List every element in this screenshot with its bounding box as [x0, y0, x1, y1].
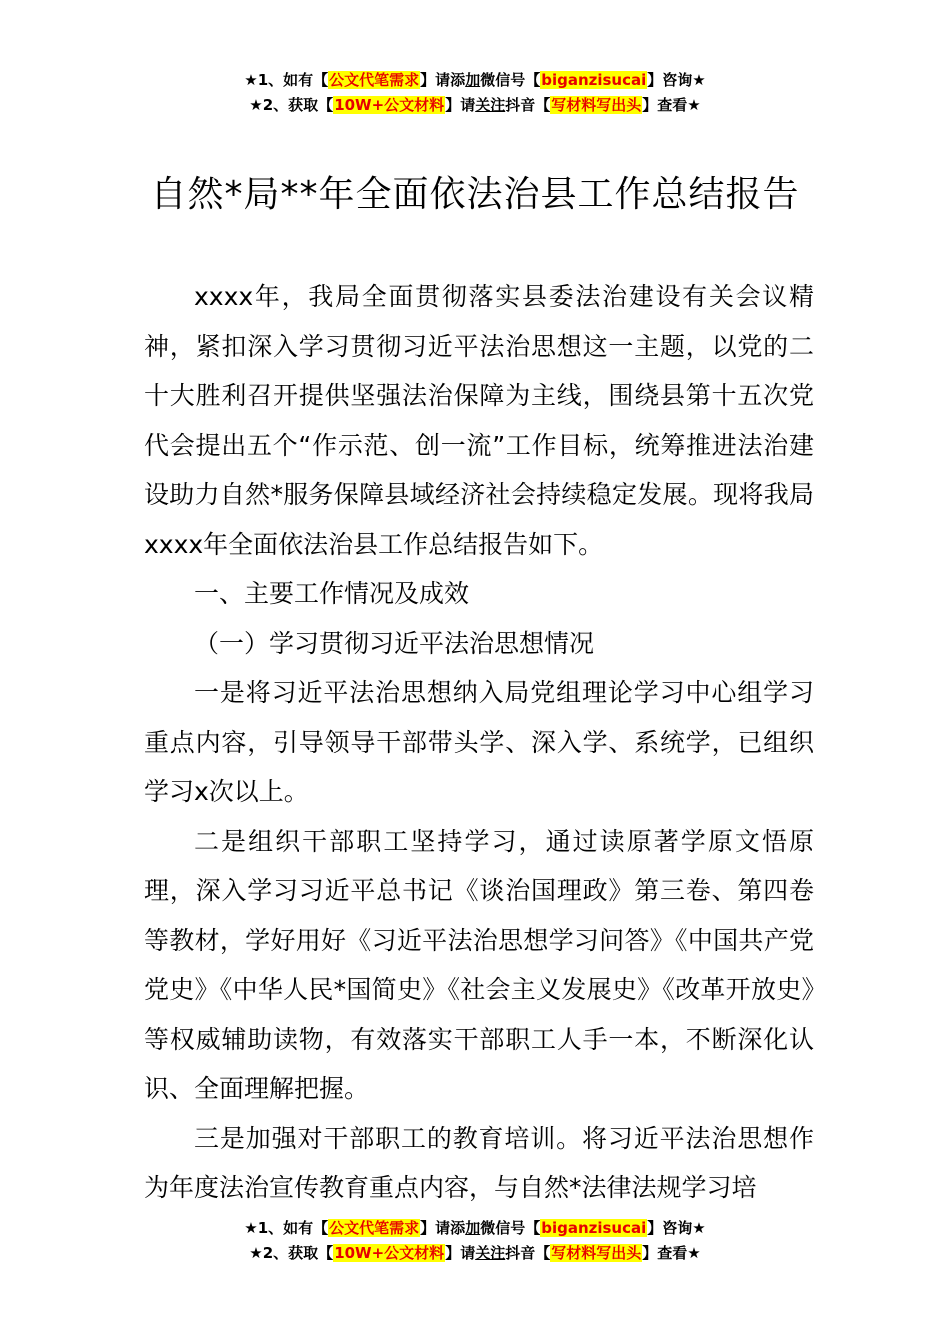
highlight-wechat-id: biganzisucai: [541, 71, 647, 89]
highlight-materials: 10W+公文材料: [334, 96, 445, 114]
heading-section-1: 一、主要工作情况及成效: [194, 579, 470, 608]
footer-banner: [0, 1216, 950, 1266]
highlight-wechat-id: biganzisucai: [541, 1219, 647, 1237]
paragraph-point-1: 一是将习近平法治思想纳入局党组理论学习中心组学习重点内容，引导领导干部带头学、深入学、系统学，已组织学习x次以上。: [144, 678, 814, 806]
banner-line-2: ★2、获取【10W+公文材料】请关注抖音【写材料写出头】查看★: [249, 96, 701, 114]
document-title: 自然*局**年全面依法治县工作总结报告: [150, 174, 800, 215]
highlight-douyin-account: 写材料写出头: [551, 96, 642, 114]
banner-line-2: ★2、获取【10W+公文材料】请关注抖音【写材料写出头】查看★: [249, 1244, 701, 1262]
highlight-materials: 10W+公文材料: [334, 1244, 445, 1262]
document-body: [144, 272, 814, 1213]
heading-subsection-1: （一）学习贯彻习近平法治思想情况: [194, 628, 595, 658]
banner-line-1: ★1、如有【公文代笔需求】请添加微信号【biganzisucai】咨询★: [244, 71, 706, 89]
paragraph-point-3: 三是加强对干部职工的教育培训。将习近平法治思想作为年度法治宣传教育重点内容，与自然*法律法规学习培: [144, 1123, 814, 1202]
highlight-service: 公文代笔需求: [329, 1219, 420, 1237]
highlight-service: 公文代笔需求: [329, 71, 420, 89]
header-banner: [0, 68, 950, 118]
banner-line-1: ★1、如有【公文代笔需求】请添加微信号【biganzisucai】咨询★: [244, 1219, 706, 1237]
paragraph-intro: xxxx年，我局全面贯彻落实县委法治建设有关会议精神，紧扣深入学习贯彻习近平法治思想这一主题，以党的二十大胜利召开提供坚强法治保障为主线，围绕县第十五次党代会提出五个“作示范、创一流”工作目标，统筹推进法治建设助力自然*服务保障县域经济社会持续稳定发展。现将我局xxxx年全面依法治县工作总结报告如下。: [144, 282, 814, 559]
paragraph-point-2: 二是组织干部职工坚持学习，通过读原著学原文悟原理，深入学习习近平总书记《谈治国理政》第三卷、第四卷等教材，学好用好《习近平法治思想学习问答》《中国共产党党史》《中华人民*国简史》《社会主义发展史》《改革开放史》等权威辅助读物，有效落实干部职工人手一本，不断深化认识、全面理解把握。: [144, 826, 814, 1103]
highlight-douyin-account: 写材料写出头: [551, 1244, 642, 1262]
